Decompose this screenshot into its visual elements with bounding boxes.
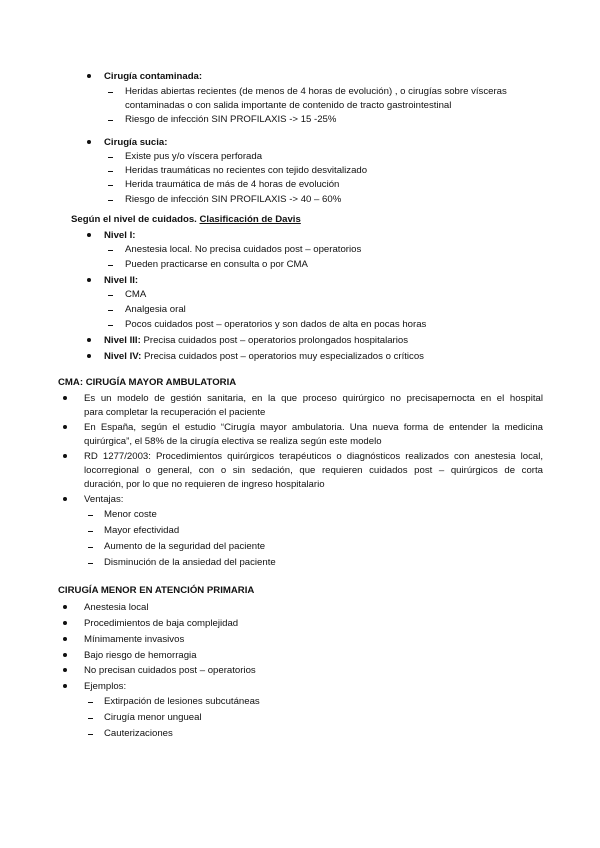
list-item: Aumento de la seguridad del paciente [104, 541, 266, 552]
ejemplos-title: Ejemplos: [84, 681, 127, 692]
nivel4-line [104, 351, 424, 363]
list-item: Riesgo de infección SIN PROFILAXIS -> 15 -25% [125, 114, 337, 125]
paragraph-line: Es un modelo de gestión sanitaria, en la que proceso quirúrgico no precisapernocta en el hospital [84, 393, 543, 404]
list-item: Pocos cuidados post – operatorios y son dados de alta en pocas horas [125, 319, 427, 330]
bullet-marker [63, 605, 67, 609]
bullet-marker [63, 454, 67, 458]
list-item: Pueden practicarse en consulta o por CMA [125, 259, 308, 270]
cma-heading: CMA: CIRUGÍA MAYOR AMBULATORIA [58, 377, 237, 388]
dash-marker [88, 718, 93, 719]
list-item: Heridas abiertas recientes (de menos de 4 horas de evolución) , o cirugías sobre vísceras [125, 86, 507, 97]
nivel2-title: Nivel II: [104, 275, 139, 286]
dash-marker [108, 265, 113, 266]
ventajas-title: Ventajas: [84, 494, 124, 505]
list-item: Procedimientos de baja complejidad [84, 618, 239, 629]
davis-link[interactable]: Clasificación de Davis [199, 214, 301, 225]
list-item: Mayor efectividad [104, 525, 180, 536]
bullet-marker [87, 233, 91, 237]
bullet-marker [63, 396, 67, 400]
dash-marker [108, 325, 113, 326]
list-item: Herida traumática de más de 4 horas de evolución [125, 179, 340, 190]
dash-marker [108, 185, 113, 186]
bullet-marker [63, 425, 67, 429]
paragraph-line: duración, por lo que no requieren de ingreso hospitalario [84, 479, 325, 490]
dash-marker [88, 563, 93, 564]
list-item: contaminadas o con salida importante de contenido de tracto gastrointestinal [125, 100, 452, 111]
dash-marker [108, 250, 113, 251]
bullet-marker [87, 74, 91, 78]
list-item: Heridas traumáticas no recientes con tejido desvitalizado [125, 165, 368, 176]
bullet-marker [63, 637, 67, 641]
nivel4-title: Nivel IV: [104, 351, 142, 362]
list-item: Mínimamente invasivos [84, 634, 185, 645]
dash-marker [108, 171, 113, 172]
list-item: Riesgo de infección SIN PROFILAXIS -> 40 – 60% [125, 194, 342, 205]
list-item: Cirugía menor ungueal [104, 712, 202, 723]
list-item: Anestesia local. No precisa cuidados post – operatorios [125, 244, 362, 255]
paragraph-line: RD 1277/2003: Procedimientos quirúrgicos terapéuticos o diagnósticos realizados con anestesia local, [84, 451, 543, 462]
nivel4-text: Precisa cuidados post – operatorios muy especializados o críticos [144, 351, 424, 362]
list-item: Menor coste [104, 509, 157, 520]
list-item: Anestesia local [84, 602, 149, 613]
bullet-marker [87, 354, 91, 358]
davis-heading [71, 214, 301, 226]
davis-intro: Según el nivel de cuidados. [71, 214, 197, 225]
menor-heading: CIRUGÍA MENOR EN ATENCIÓN PRIMARIA [58, 585, 255, 596]
dash-marker [108, 157, 113, 158]
bullet-marker [63, 684, 67, 688]
bullet-marker [87, 278, 91, 282]
list-item: Bajo riesgo de hemorragia [84, 650, 197, 661]
list-item: Existe pus y/o víscera perforada [125, 151, 263, 162]
list-item: Disminución de la ansiedad del paciente [104, 557, 276, 568]
dash-marker [108, 200, 113, 201]
bullet-marker [87, 140, 91, 144]
bullet-marker [63, 621, 67, 625]
dash-marker [88, 515, 93, 516]
bullet-marker [87, 338, 91, 342]
list-item: No precisan cuidados post – operatorios [84, 665, 256, 676]
dash-marker [108, 92, 113, 93]
nivel3-text: Precisa cuidados post – operatorios prolongados hospitalarios [143, 335, 408, 346]
nivel3-title: Nivel III: [104, 335, 141, 346]
dash-marker [88, 734, 93, 735]
paragraph-line: para completar la recuperación el paciente [84, 407, 266, 418]
paragraph-line: locorregional o general, con o sin sedación, que requieren cuidados post – quirúrgicos de corta [84, 465, 543, 476]
paragraph-line: quirúrgica”, el 58% de la cirugía electiva se realiza según este modelo [84, 436, 382, 447]
list-item: CMA [125, 289, 147, 300]
bullet-marker [63, 668, 67, 672]
bullet-marker [63, 497, 67, 501]
bullet-marker [63, 653, 67, 657]
list-item: Analgesia oral [125, 304, 186, 315]
contaminada-title: Cirugía contaminada: [104, 71, 203, 82]
nivel1-title: Nivel I: [104, 230, 136, 241]
list-item: Cauterizaciones [104, 728, 173, 739]
dash-marker [108, 295, 113, 296]
list-item: Extirpación de lesiones subcutáneas [104, 696, 260, 707]
sucia-title: Cirugía sucia: [104, 137, 168, 148]
dash-marker [88, 531, 93, 532]
paragraph-line: En España, según el estudio “Cirugía mayor ambulatoria. Una nueva forma de entender la medicina [84, 422, 543, 433]
nivel3-line [104, 335, 408, 347]
dash-marker [88, 547, 93, 548]
dash-marker [88, 702, 93, 703]
dash-marker [108, 310, 113, 311]
dash-marker [108, 120, 113, 121]
